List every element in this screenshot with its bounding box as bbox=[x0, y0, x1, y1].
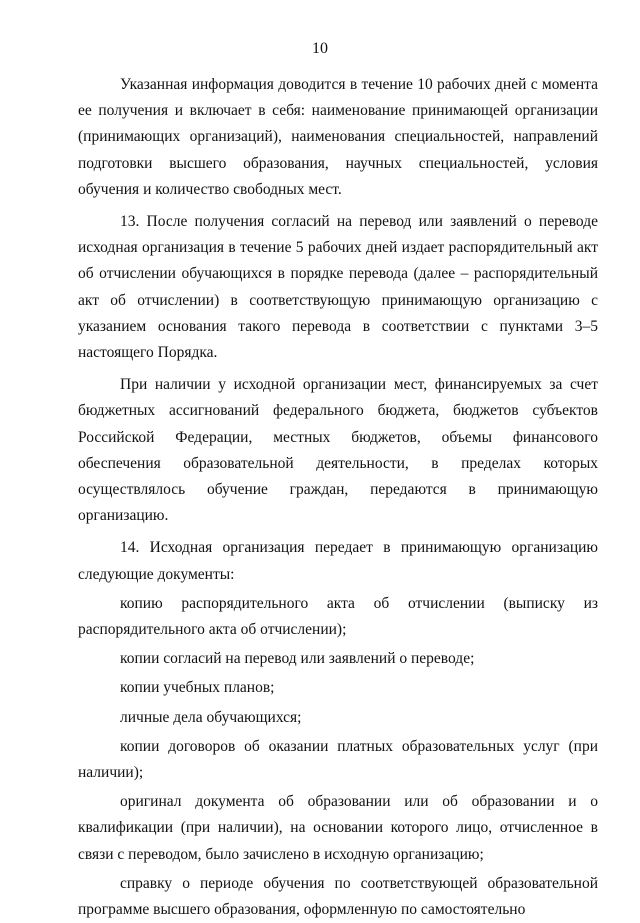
paragraph-item-14: 14. Исходная организация передает в принимающую организацию следующие документы: bbox=[78, 539, 598, 583]
paragraph-item-13: 13. После получения согласий на перевод или заявлений о переводе исходная организация в течение 5 рабочих дней издает распорядительный акт об отчислении обучающихся в порядке перевода (далее – распорядительный акт об отчислении) в соответствующую принимающую организацию с указанием основания такого перевода в соответствии с пунктами 3–5 настоящего Порядка. bbox=[78, 213, 598, 362]
page-number: 10 bbox=[312, 40, 328, 57]
list-item-curricula: копии учебных планов; bbox=[120, 679, 275, 697]
paragraph-budget-places: При наличии у исходной организации мест, финансируемых за счет бюджетных ассигнований федерального бюджета, бюджетов субъектов Российской Федерации, местных бюджетов, объемы финансового обеспечения образовательной деятельности, в пределах которых осуществлялось обучение граждан, передаются в принимающую организацию. bbox=[78, 376, 598, 525]
list-item-consents: копии согласий на перевод или заявлений о переводе; bbox=[120, 650, 475, 668]
document-body bbox=[78, 72, 598, 923]
paragraph-info-delivery: Указанная информация доводится в течение 10 рабочих дней с момента ее получения и включает в себя: наименование принимающей организации (принимающих организаций), наименования специальностей, направлений подготовки высшего образования, научных специальностей, условия обучения и количество свободных мест. bbox=[78, 76, 598, 198]
list-item-study-certificate: справку о периоде обучения по соответствующей образовательной программе высшего образования, оформленную по самостоятельно bbox=[78, 874, 598, 919]
list-item-paid-contracts: копии договоров об оказании платных образовательных услуг (при наличии); bbox=[78, 737, 598, 782]
list-item-order-copy: копию распорядительного акта об отчислении (выписку из распорядительного акта об отчислении); bbox=[78, 594, 598, 639]
list-item-education-document: оригинал документа об образовании или об образовании и о квалификации (при наличии), на основании которого лицо, отчисленное в связи с переводом, было зачислено в исходную организацию; bbox=[78, 793, 598, 863]
list-item-personal-files: личные дела обучающихся; bbox=[120, 708, 302, 726]
